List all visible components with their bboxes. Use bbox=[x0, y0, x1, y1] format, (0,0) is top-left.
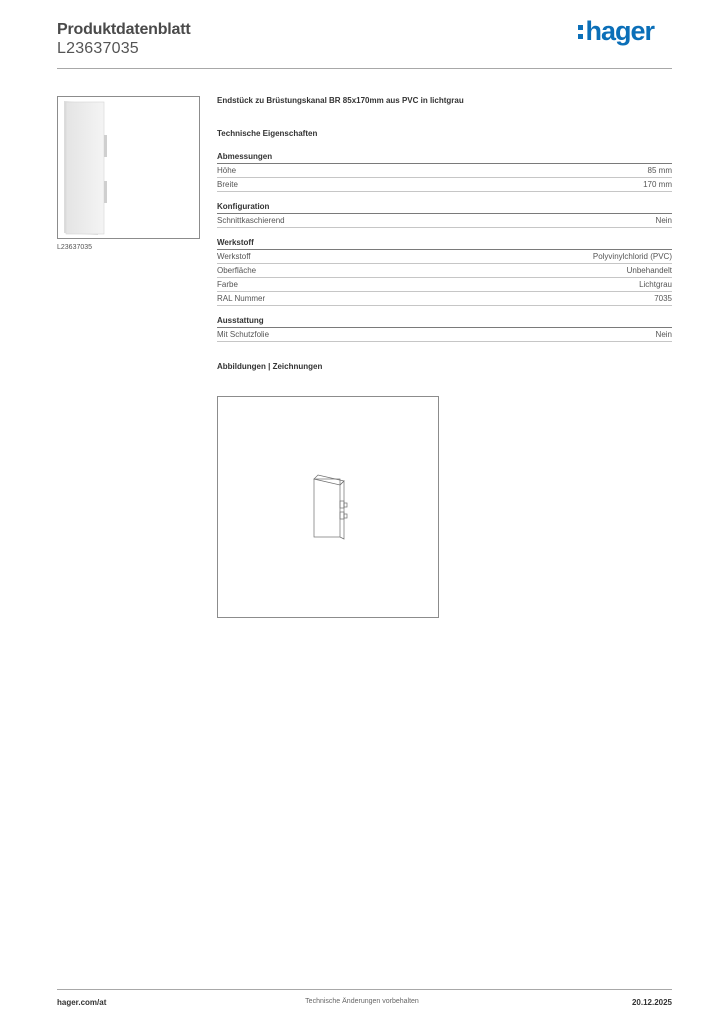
spec-value: 170 mm bbox=[643, 180, 672, 189]
footer-website: hager.com/at bbox=[57, 998, 107, 1007]
spec-value: 85 mm bbox=[647, 166, 672, 175]
product-photo-icon bbox=[58, 97, 199, 238]
spec-row bbox=[217, 328, 672, 342]
spec-group-title: Abmessungen bbox=[217, 152, 672, 164]
logo-text: hager bbox=[585, 16, 654, 46]
images-heading: Abbildungen | Zeichnungen bbox=[217, 362, 323, 371]
product-image-caption: L23637035 bbox=[57, 244, 93, 251]
spec-label: Breite bbox=[217, 180, 238, 189]
spec-label: RAL Nummer bbox=[217, 294, 266, 303]
spec-row bbox=[217, 214, 672, 228]
end-cap-drawing-icon bbox=[218, 397, 438, 617]
spec-value: Lichtgrau bbox=[639, 280, 672, 289]
footer-divider bbox=[57, 989, 672, 990]
spec-label: Schnittkaschierend bbox=[217, 216, 285, 225]
footer-notice: Technische Änderungen vorbehalten bbox=[305, 998, 419, 1005]
hager-logo bbox=[578, 16, 654, 47]
spec-label: Höhe bbox=[217, 166, 237, 175]
spec-label: Mit Schutzfolie bbox=[217, 330, 270, 339]
footer-date: 20.12.2025 bbox=[631, 998, 672, 1007]
product-description: Endstück zu Brüstungskanal BR 85x170mm aus PVC in lichtgrau bbox=[217, 96, 464, 105]
spec-row bbox=[217, 278, 672, 292]
spec-group-ausstattung bbox=[217, 316, 672, 342]
spec-value: 7035 bbox=[654, 294, 672, 303]
spec-group-abmessungen bbox=[217, 152, 672, 192]
tech-heading: Technische Eigenschaften bbox=[217, 129, 318, 138]
product-image bbox=[57, 96, 200, 239]
spec-label: Oberfläche bbox=[217, 266, 257, 275]
spec-value: Polyvinylchlorid (PVC) bbox=[592, 252, 672, 261]
spec-row bbox=[217, 250, 672, 264]
spec-group-title: Ausstattung bbox=[217, 316, 672, 328]
spec-content bbox=[217, 96, 672, 371]
spec-value: Nein bbox=[655, 330, 672, 339]
logo-dots-icon bbox=[578, 25, 583, 39]
spec-value: Nein bbox=[655, 216, 672, 225]
spec-group-werkstoff bbox=[217, 238, 672, 306]
spec-row bbox=[217, 292, 672, 306]
page-title: Produktdatenblatt bbox=[57, 21, 191, 38]
spec-row bbox=[217, 164, 672, 178]
spec-label: Werkstoff bbox=[217, 252, 251, 261]
product-code: L23637035 bbox=[57, 40, 139, 57]
spec-row bbox=[217, 178, 672, 192]
spec-label: Farbe bbox=[217, 280, 238, 289]
technical-drawing bbox=[217, 396, 439, 618]
spec-group-title: Konfiguration bbox=[217, 202, 672, 214]
spec-group-konfiguration bbox=[217, 202, 672, 228]
header-divider bbox=[57, 68, 672, 69]
spec-group-title: Werkstoff bbox=[217, 238, 672, 250]
spec-row bbox=[217, 264, 672, 278]
spec-value: Unbehandelt bbox=[626, 266, 672, 275]
